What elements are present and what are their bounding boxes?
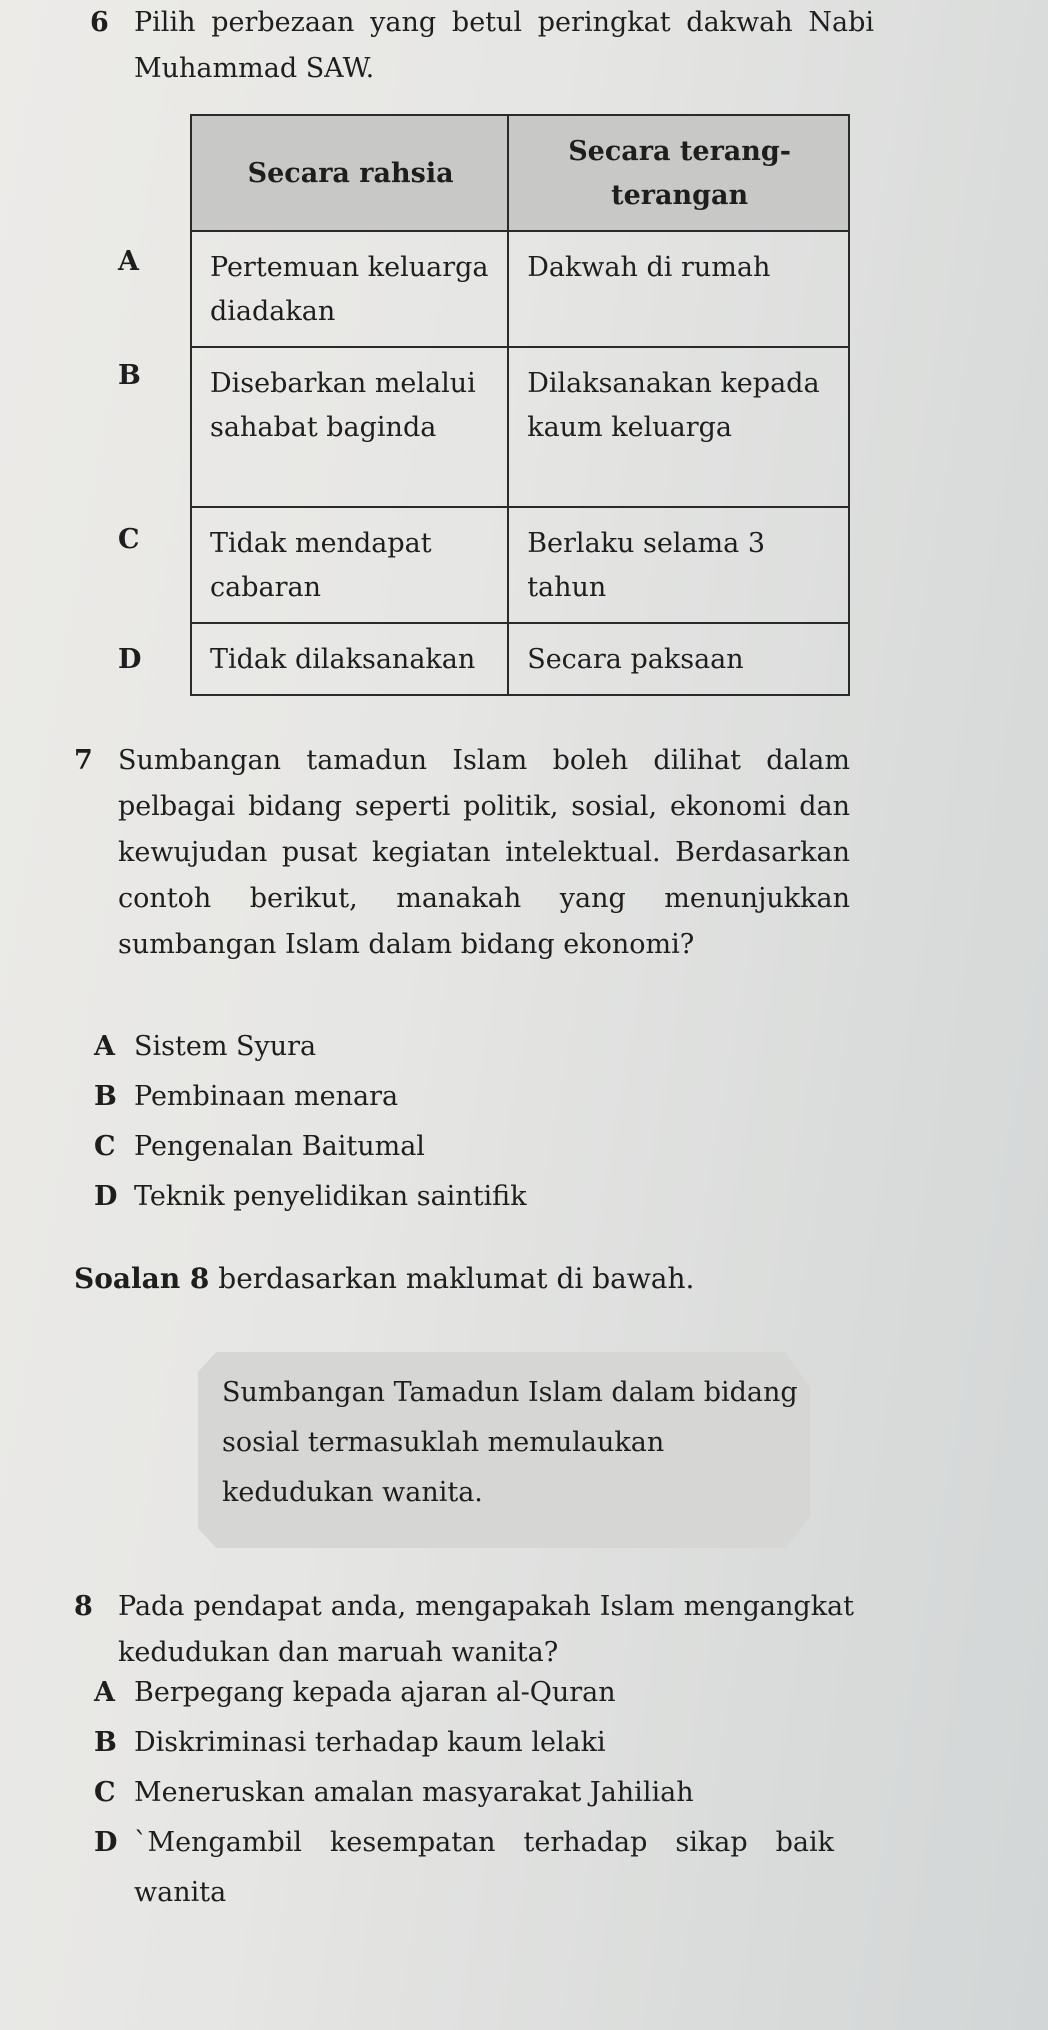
question-8 xyxy=(74,1584,854,1676)
table-cell: Secara paksaan xyxy=(508,623,849,695)
option-letter: B xyxy=(94,1727,117,1758)
table-cell: Pertemuan keluarga diadakan xyxy=(191,231,508,347)
option-letter: C xyxy=(118,524,140,555)
option-letter: A xyxy=(94,1677,115,1708)
option-letter: A xyxy=(118,246,139,277)
info-box-text: Sumbangan Tamadun Islam dalam bidang sosial termasuklah memulaukan kedudukan wanita. xyxy=(222,1377,798,1508)
option-letter: C xyxy=(94,1777,116,1808)
table-row xyxy=(191,507,849,623)
question-8-options xyxy=(94,1668,834,1918)
question-7 xyxy=(74,738,850,968)
option-letter: A xyxy=(94,1031,115,1062)
table-cell: Disebarkan melalui sahabat baginda xyxy=(191,347,508,507)
option-text: Pembinaan menara xyxy=(134,1081,399,1112)
table-row xyxy=(191,623,849,695)
table-row xyxy=(191,347,849,507)
question-number: 8 xyxy=(74,1591,93,1622)
table-cell: Tidak mendapat cabaran xyxy=(191,507,508,623)
answer-option[interactable] xyxy=(94,1022,527,1072)
table-cell: Dilaksanakan kepada kaum keluarga xyxy=(508,347,849,507)
table-cell: Tidak dilaksanakan xyxy=(191,623,508,695)
intro-rest: berdasarkan maklumat di bawah. xyxy=(209,1262,695,1295)
option-letter: D xyxy=(118,644,142,675)
option-text: Pengenalan Baitumal xyxy=(134,1131,425,1162)
table-cell: Berlaku selama 3 tahun xyxy=(508,507,849,623)
question-number: 6 xyxy=(90,7,109,38)
answer-option[interactable] xyxy=(94,1668,834,1718)
answer-option[interactable] xyxy=(94,1818,834,1918)
question-7-options xyxy=(94,1022,527,1222)
question-text: Pada pendapat anda, mengapakah Islam mengangkat kedudukan dan maruah wanita? xyxy=(118,1591,854,1668)
question-6 xyxy=(90,0,874,92)
option-letter: C xyxy=(94,1131,116,1162)
option-letter: B xyxy=(118,360,141,391)
question-text: Pilih perbezaan yang betul peringkat dakwah Nabi Muhammad SAW. xyxy=(134,7,874,84)
answer-option[interactable] xyxy=(94,1172,527,1222)
table-row xyxy=(191,231,849,347)
intro-bold: Soalan 8 xyxy=(74,1262,210,1295)
question-number: 7 xyxy=(74,745,93,776)
answer-option[interactable] xyxy=(94,1768,834,1818)
answer-option[interactable] xyxy=(94,1072,527,1122)
answer-option[interactable] xyxy=(94,1122,527,1172)
question-8-intro xyxy=(74,1262,694,1295)
header-openly: Secara terang-terangan xyxy=(508,115,849,231)
option-text: Diskriminasi terhadap kaum lelaki xyxy=(134,1727,606,1758)
option-text: Meneruskan amalan masyarakat Jahiliah xyxy=(134,1777,694,1808)
header-secretly: Secara rahsia xyxy=(191,115,508,231)
comparison-table xyxy=(190,114,850,696)
answer-option[interactable] xyxy=(94,1718,834,1768)
option-letter: B xyxy=(94,1081,117,1112)
option-text: Sistem Syura xyxy=(134,1031,317,1062)
question-text: Sumbangan tamadun Islam boleh dilihat dalam pelbagai bidang seperti politik, sosial, ekonomi dan kewujudan pusat kegiatan intelektual. Berdasarkan contoh berikut, manakah yang menunjukkan sumbangan Islam dalam bidang ekonomi? xyxy=(118,745,850,960)
option-letter: D xyxy=(94,1181,118,1212)
table-header-row xyxy=(191,115,849,231)
option-text: Teknik penyelidikan saintifik xyxy=(134,1181,527,1212)
table-cell: Dakwah di rumah xyxy=(508,231,849,347)
option-letter: D xyxy=(94,1827,118,1858)
option-text: Berpegang kepada ajaran al-Quran xyxy=(134,1677,616,1708)
option-text: `Mengambil kesempatan terhadap sikap baik wanita xyxy=(134,1827,834,1908)
